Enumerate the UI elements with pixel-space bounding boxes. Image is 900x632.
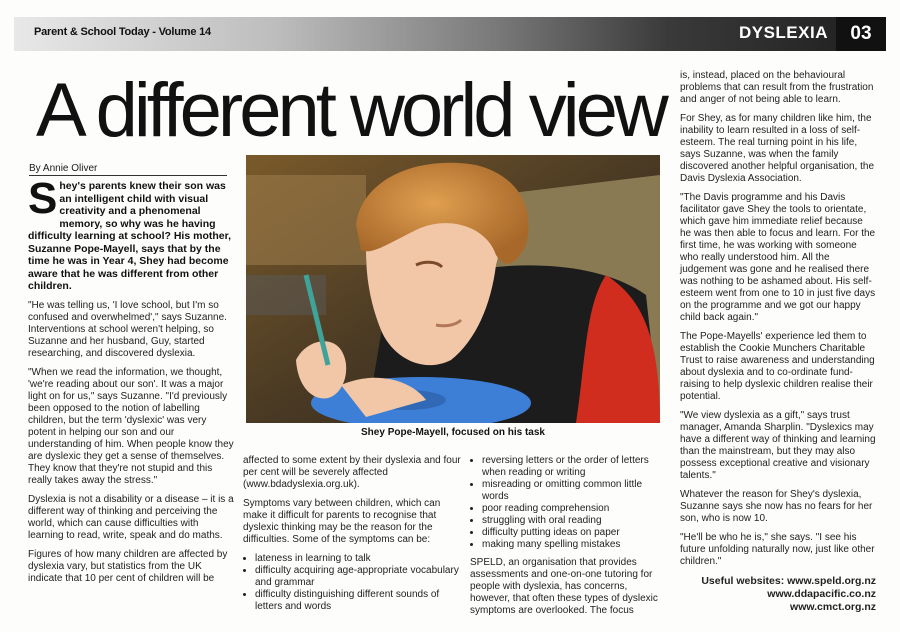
section-label: DYSLEXIA <box>738 23 828 42</box>
useful-websites <box>680 575 876 614</box>
list-item: • difficulty putting ideas on paper <box>482 527 665 539</box>
list-item: • difficulty distinguishing different sounds of letters and words <box>255 589 461 613</box>
lead-paragraph <box>28 174 234 293</box>
page-number: 03 <box>836 17 886 51</box>
photo-illustration <box>246 155 660 423</box>
body-paragraph: SPELD, an organisation that provides assessments and one-on-one tutoring for people with dyslexia, has concerns, however, that often these types of dyslexic symptoms are overlooked. The focus <box>470 557 658 616</box>
list-item: • reversing letters or the order of letters when reading or writing <box>482 455 665 479</box>
website-link[interactable]: www.speld.org.nz <box>787 575 876 587</box>
body-paragraph: For Shey, as for many children like him, the inability to learn resulted in a loss of self-esteem. The real turning point in his life, says Suzanne, was when the family discovered another helpful organisation, the Davis Dyslexia Association. <box>680 113 875 184</box>
column-1 <box>28 174 234 592</box>
body-paragraph: Whatever the reason for Shey's dyslexia, Suzanne says she now has no fears for her son, who is now 10. <box>680 489 873 524</box>
body-paragraph: "When we read the information, we thought, 'we're reading about our son'. It was a major light on for us," says Suzanne. "I'd previously been opposed to the notion of labelling children, but the term 'dyslexic' was very potent in helping our son and our understanding of him. When people know they are dyslexic they get a sense of themselves. They know that they're not stupid and this really takes away the stress." <box>28 366 234 486</box>
list-item: • lateness in learning to talk <box>255 553 461 565</box>
websites-label: Useful websites: <box>701 575 785 587</box>
column-4 <box>680 70 876 621</box>
body-paragraph: "We view dyslexia as a gift," says trust manager, Amanda Sharplin. "Dyslexics may have a different way of thinking and learning than the mainstream, but they may also possess exceptional creative and visionary talents." <box>680 410 876 481</box>
page-header-bar <box>14 17 886 51</box>
photo-caption: Shey Pope-Mayell, focused on his task <box>361 427 545 438</box>
body-paragraph: "The Davis programme and his Davis facilitator gave Shey the tools to orientate, which gave him immediate relief because he was then able to focus and learn. For the first time, he was working with someone who really understood him. All the judgement was gone and he realised there was nothing to be ashamed about. His self-esteem went from one to 10 in just five days on the programme and we got our happy child back again." <box>680 192 876 323</box>
article-photo <box>246 155 660 423</box>
list-item: • making many spelling mistakes <box>482 539 665 551</box>
body-paragraph: Dyslexia is not a disability or a disease – it is a different way of thinking and perceiving the world, which can cause difficulties with learning to read, write, speak and do maths. <box>28 493 234 541</box>
body-paragraph: affected to some extent by their dyslexia and four per cent will be severely affected (www.bdadyslexia.org.uk). <box>243 455 461 490</box>
article-title: A different world view <box>36 68 665 153</box>
website-links[interactable]: www.ddapacific.co.nz www.cmct.org.nz <box>767 588 876 613</box>
symptom-list <box>243 553 461 613</box>
list-item: • difficulty acquiring age-appropriate vocabulary and grammar <box>255 565 461 589</box>
body-paragraph: is, instead, placed on the behavioural problems that can result from the frustration and anger of not being able to learn. <box>680 70 874 105</box>
body-paragraph: Figures of how many children are affected by dyslexia vary, but statistics from the UK indicate that 10 per cent of children will be <box>28 548 228 584</box>
publication-name: Parent & School Today - Volume 14 <box>34 26 211 38</box>
list-item: • misreading or omitting common little words <box>482 479 665 503</box>
body-paragraph: Symptoms vary between children, which can make it difficult for parents to recognise that dyslexic thinking may be the reason for the difficulties. Some of the symptoms can be: <box>243 498 441 545</box>
body-paragraph: The Pope-Mayells' experience led them to establish the Cookie Munchers Charitable Trust to raise awareness and understanding about dyslexia and to co-ordinate fund-raising to help dyslexic children realise their potential. <box>680 331 875 402</box>
drop-cap: S <box>28 174 58 223</box>
lead-text: hey's parents knew their son was an intelligent child with visual creativity and a phenomenal memory, so why was he having difficulty learning at school? His mother, Suzanne Pope-Mayell, says that by the time he was in Year 4, Shey had become aware that he was different from other children. <box>28 180 232 292</box>
list-item: • poor reading comprehension <box>482 503 665 515</box>
list-item: • struggling with oral reading <box>482 515 665 527</box>
byline: By Annie Oliver <box>29 163 227 176</box>
column-2 <box>243 455 461 619</box>
column-3 <box>470 455 665 624</box>
body-paragraph: "He'll be who he is," she says. "I see his future unfolding naturally now, just like other children." <box>680 532 875 567</box>
body-paragraph: "He was telling us, 'I love school, but I'm so confused and overwhelmed'," says Suzanne. Interventions at school weren't helping, so Suzanne and her husband, Guy, started researching, and discovered dyslexia. <box>28 299 227 359</box>
symptom-list <box>470 455 665 551</box>
